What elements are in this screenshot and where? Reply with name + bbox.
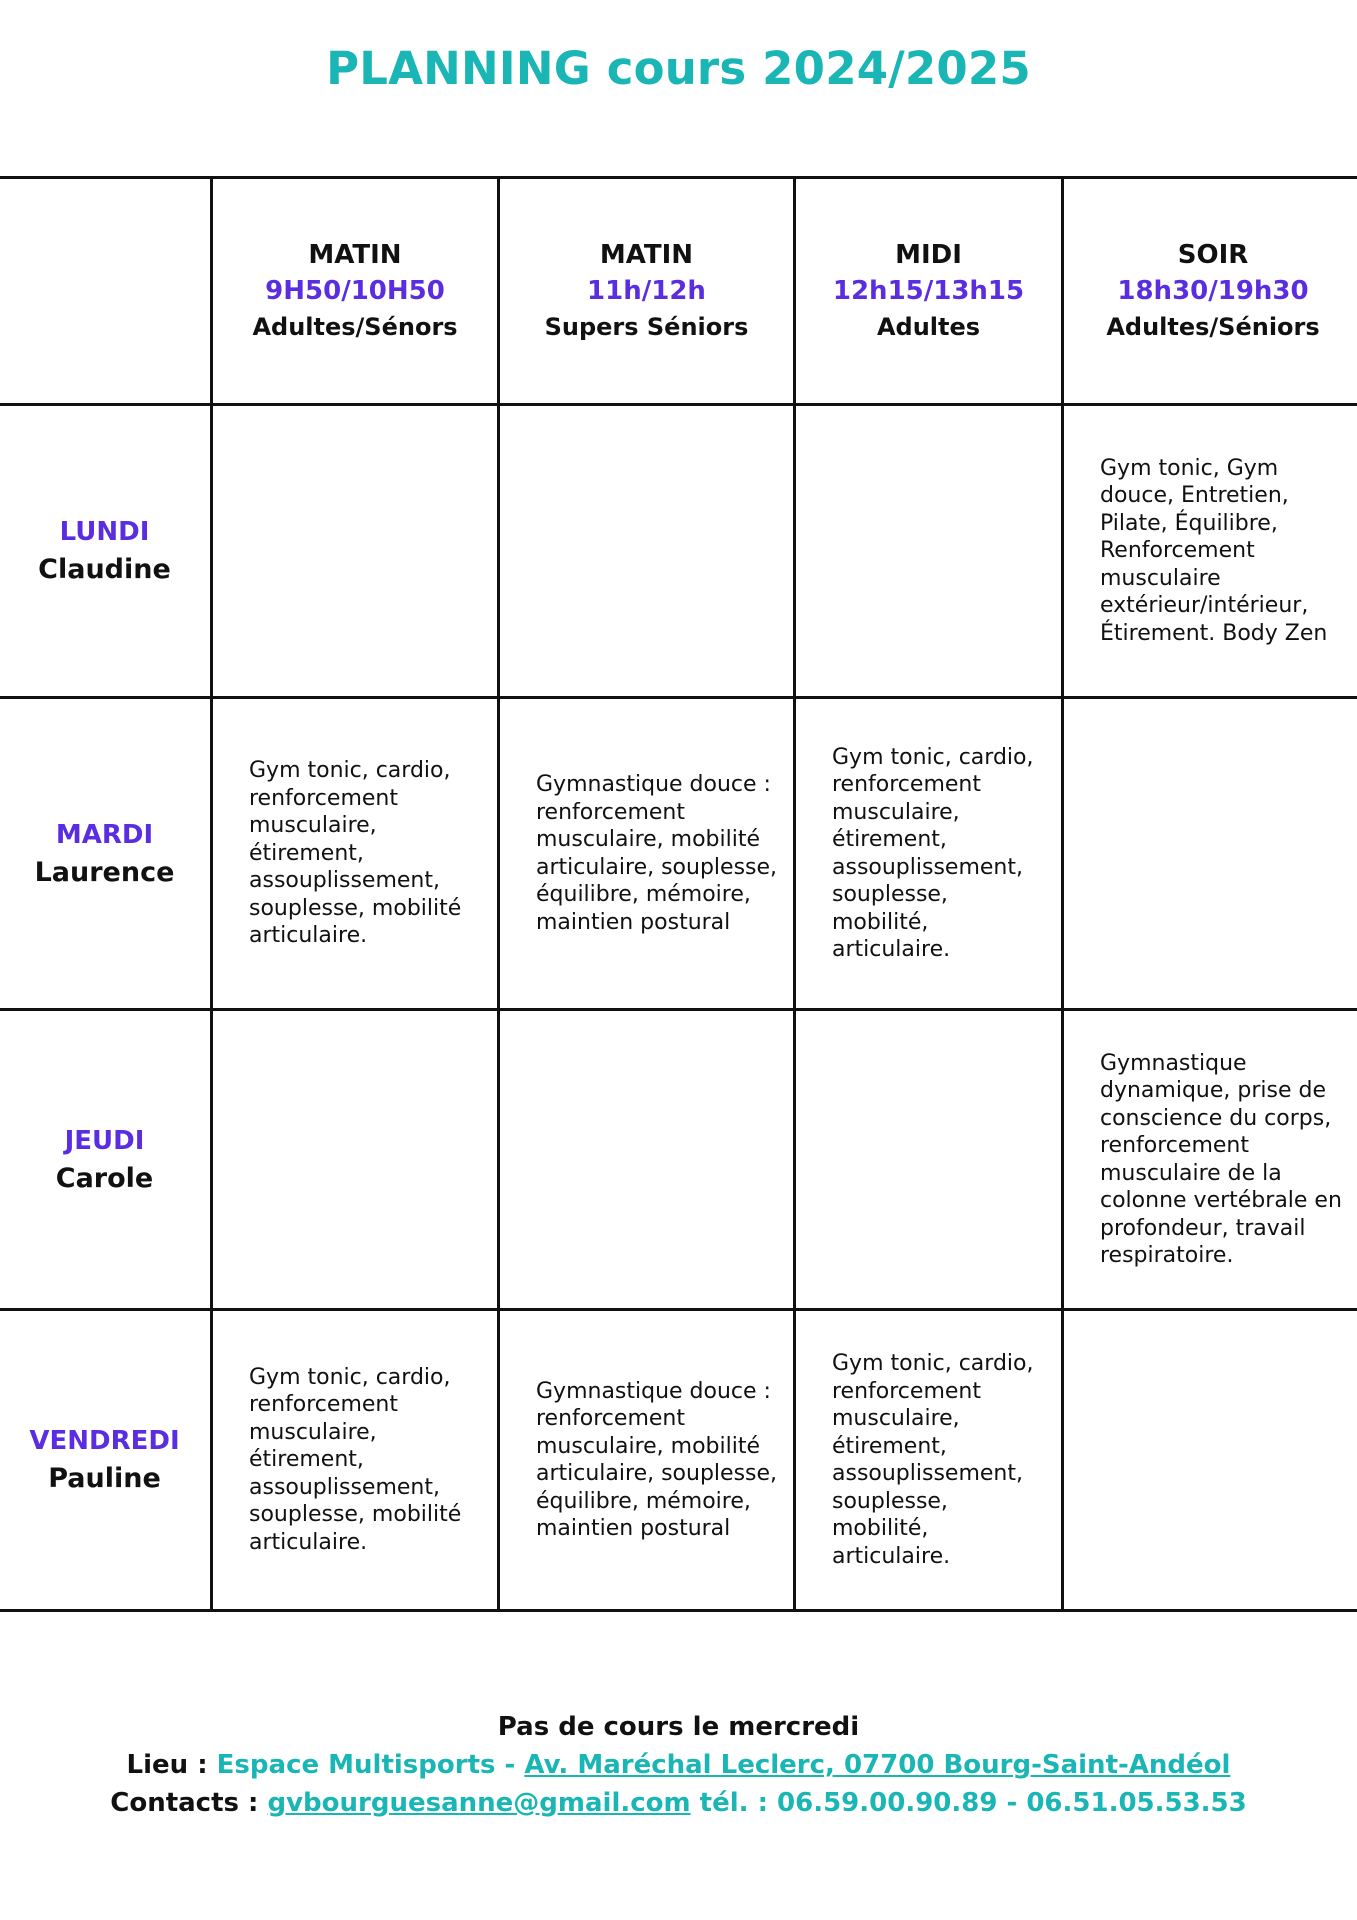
column-header bbox=[1063, 178, 1357, 405]
column-period: SOIR bbox=[1177, 240, 1249, 270]
teacher-name: Laurence bbox=[34, 856, 175, 888]
class-cell bbox=[1063, 405, 1357, 698]
class-description: Gym tonic, cardio, renforcement musculaire, étirement, assouplissement, souplesse, mobilité articulaire. bbox=[249, 758, 462, 949]
day-name: LUNDI bbox=[59, 517, 150, 547]
contacts-line bbox=[0, 1784, 1357, 1822]
column-time: 9H50/10H50 bbox=[265, 276, 445, 306]
no-class-note: Pas de cours le mercredi bbox=[497, 1712, 860, 1742]
class-cell bbox=[795, 1010, 1063, 1310]
table-row bbox=[0, 405, 1357, 698]
day-cell bbox=[0, 1310, 212, 1611]
column-header bbox=[795, 178, 1063, 405]
email-link[interactable]: gvbourguesanne@gmail.com bbox=[267, 1788, 691, 1818]
class-description: Gymnastique dynamique, prise de conscience du corps, renforcement musculaire de la colonne vertébrale en profondeur, travail respiratoire. bbox=[1100, 1050, 1342, 1268]
class-cell bbox=[499, 698, 795, 1010]
class-description: Gymnastique douce : renforcement musculaire, mobilité articulaire, souplesse, équilibre, mémoire, maintien postural bbox=[536, 772, 778, 935]
column-period: MIDI bbox=[895, 240, 962, 270]
day-cell bbox=[0, 405, 212, 698]
address-link[interactable]: Av. Maréchal Leclerc, 07700 Bourg-Saint-Andéol bbox=[524, 1750, 1231, 1780]
class-cell bbox=[499, 1010, 795, 1310]
corner-cell bbox=[0, 178, 212, 405]
day-name: VENDREDI bbox=[29, 1426, 180, 1456]
column-period: MATIN bbox=[599, 240, 694, 270]
column-group: Adultes bbox=[876, 313, 981, 341]
column-time: 18h30/19h30 bbox=[1117, 276, 1309, 306]
class-cell bbox=[795, 1310, 1063, 1611]
class-cell bbox=[1063, 1010, 1357, 1310]
class-cell bbox=[212, 1310, 499, 1611]
teacher-name: Claudine bbox=[38, 554, 171, 585]
class-cell bbox=[212, 405, 499, 698]
table-row bbox=[0, 698, 1357, 1010]
phone-numbers: tél. : 06.59.00.90.89 - 06.51.05.53.53 bbox=[690, 1788, 1247, 1818]
location-venue: Espace Multisports - bbox=[216, 1750, 525, 1780]
column-header bbox=[499, 178, 795, 405]
class-cell bbox=[1063, 698, 1357, 1010]
header-row bbox=[0, 178, 1357, 405]
location-label: Lieu : bbox=[126, 1750, 217, 1780]
class-description: Gym tonic, cardio, renforcement musculaire, étirement, assouplissement, souplesse, mobilité, articulaire. bbox=[832, 1351, 1034, 1569]
class-description: Gym tonic, cardio, renforcement musculaire, étirement, assouplissement, souplesse, mobilité articulaire. bbox=[249, 1364, 462, 1555]
class-description: Gym tonic, cardio, renforcement musculaire, étirement, assouplissement, souplesse, mobilité, articulaire. bbox=[832, 744, 1034, 962]
column-period: MATIN bbox=[308, 240, 402, 270]
class-cell bbox=[1063, 1310, 1357, 1611]
page-title: PLANNING cours 2024/2025 bbox=[326, 42, 1031, 95]
footer bbox=[0, 1708, 1357, 1822]
class-cell bbox=[795, 405, 1063, 698]
location-line bbox=[0, 1746, 1357, 1784]
column-group: Adultes/Sénors bbox=[252, 313, 458, 341]
teacher-name: Carole bbox=[55, 1162, 154, 1194]
class-description: Gymnastique douce : renforcement musculaire, mobilité articulaire, souplesse, équilibre, mémoire, maintien postural bbox=[536, 1378, 778, 1541]
day-cell bbox=[0, 1010, 212, 1310]
class-cell bbox=[795, 698, 1063, 1010]
contacts-label: Contacts : bbox=[110, 1788, 268, 1818]
class-cell bbox=[212, 1010, 499, 1310]
column-group: Adultes/Séniors bbox=[1106, 313, 1320, 341]
class-cell bbox=[499, 1310, 795, 1611]
day-name: MARDI bbox=[55, 819, 154, 850]
day-cell bbox=[0, 698, 212, 1010]
class-cell bbox=[212, 698, 499, 1010]
schedule-table bbox=[0, 176, 1357, 1612]
class-description: Gym tonic, Gym douce, Entretien, Pilate, Équilibre, Renforcement musculaire extérieur/intérieur, Étirement. Body Zen bbox=[1100, 455, 1328, 646]
day-name: JEUDI bbox=[64, 1125, 145, 1156]
column-time: 12h15/13h15 bbox=[832, 276, 1025, 306]
class-cell bbox=[499, 405, 795, 698]
column-header bbox=[212, 178, 499, 405]
table-row bbox=[0, 1010, 1357, 1310]
teacher-name: Pauline bbox=[48, 1463, 161, 1494]
column-time: 11h/12h bbox=[587, 276, 706, 306]
table-row bbox=[0, 1310, 1357, 1611]
column-group: Supers Séniors bbox=[544, 313, 749, 341]
